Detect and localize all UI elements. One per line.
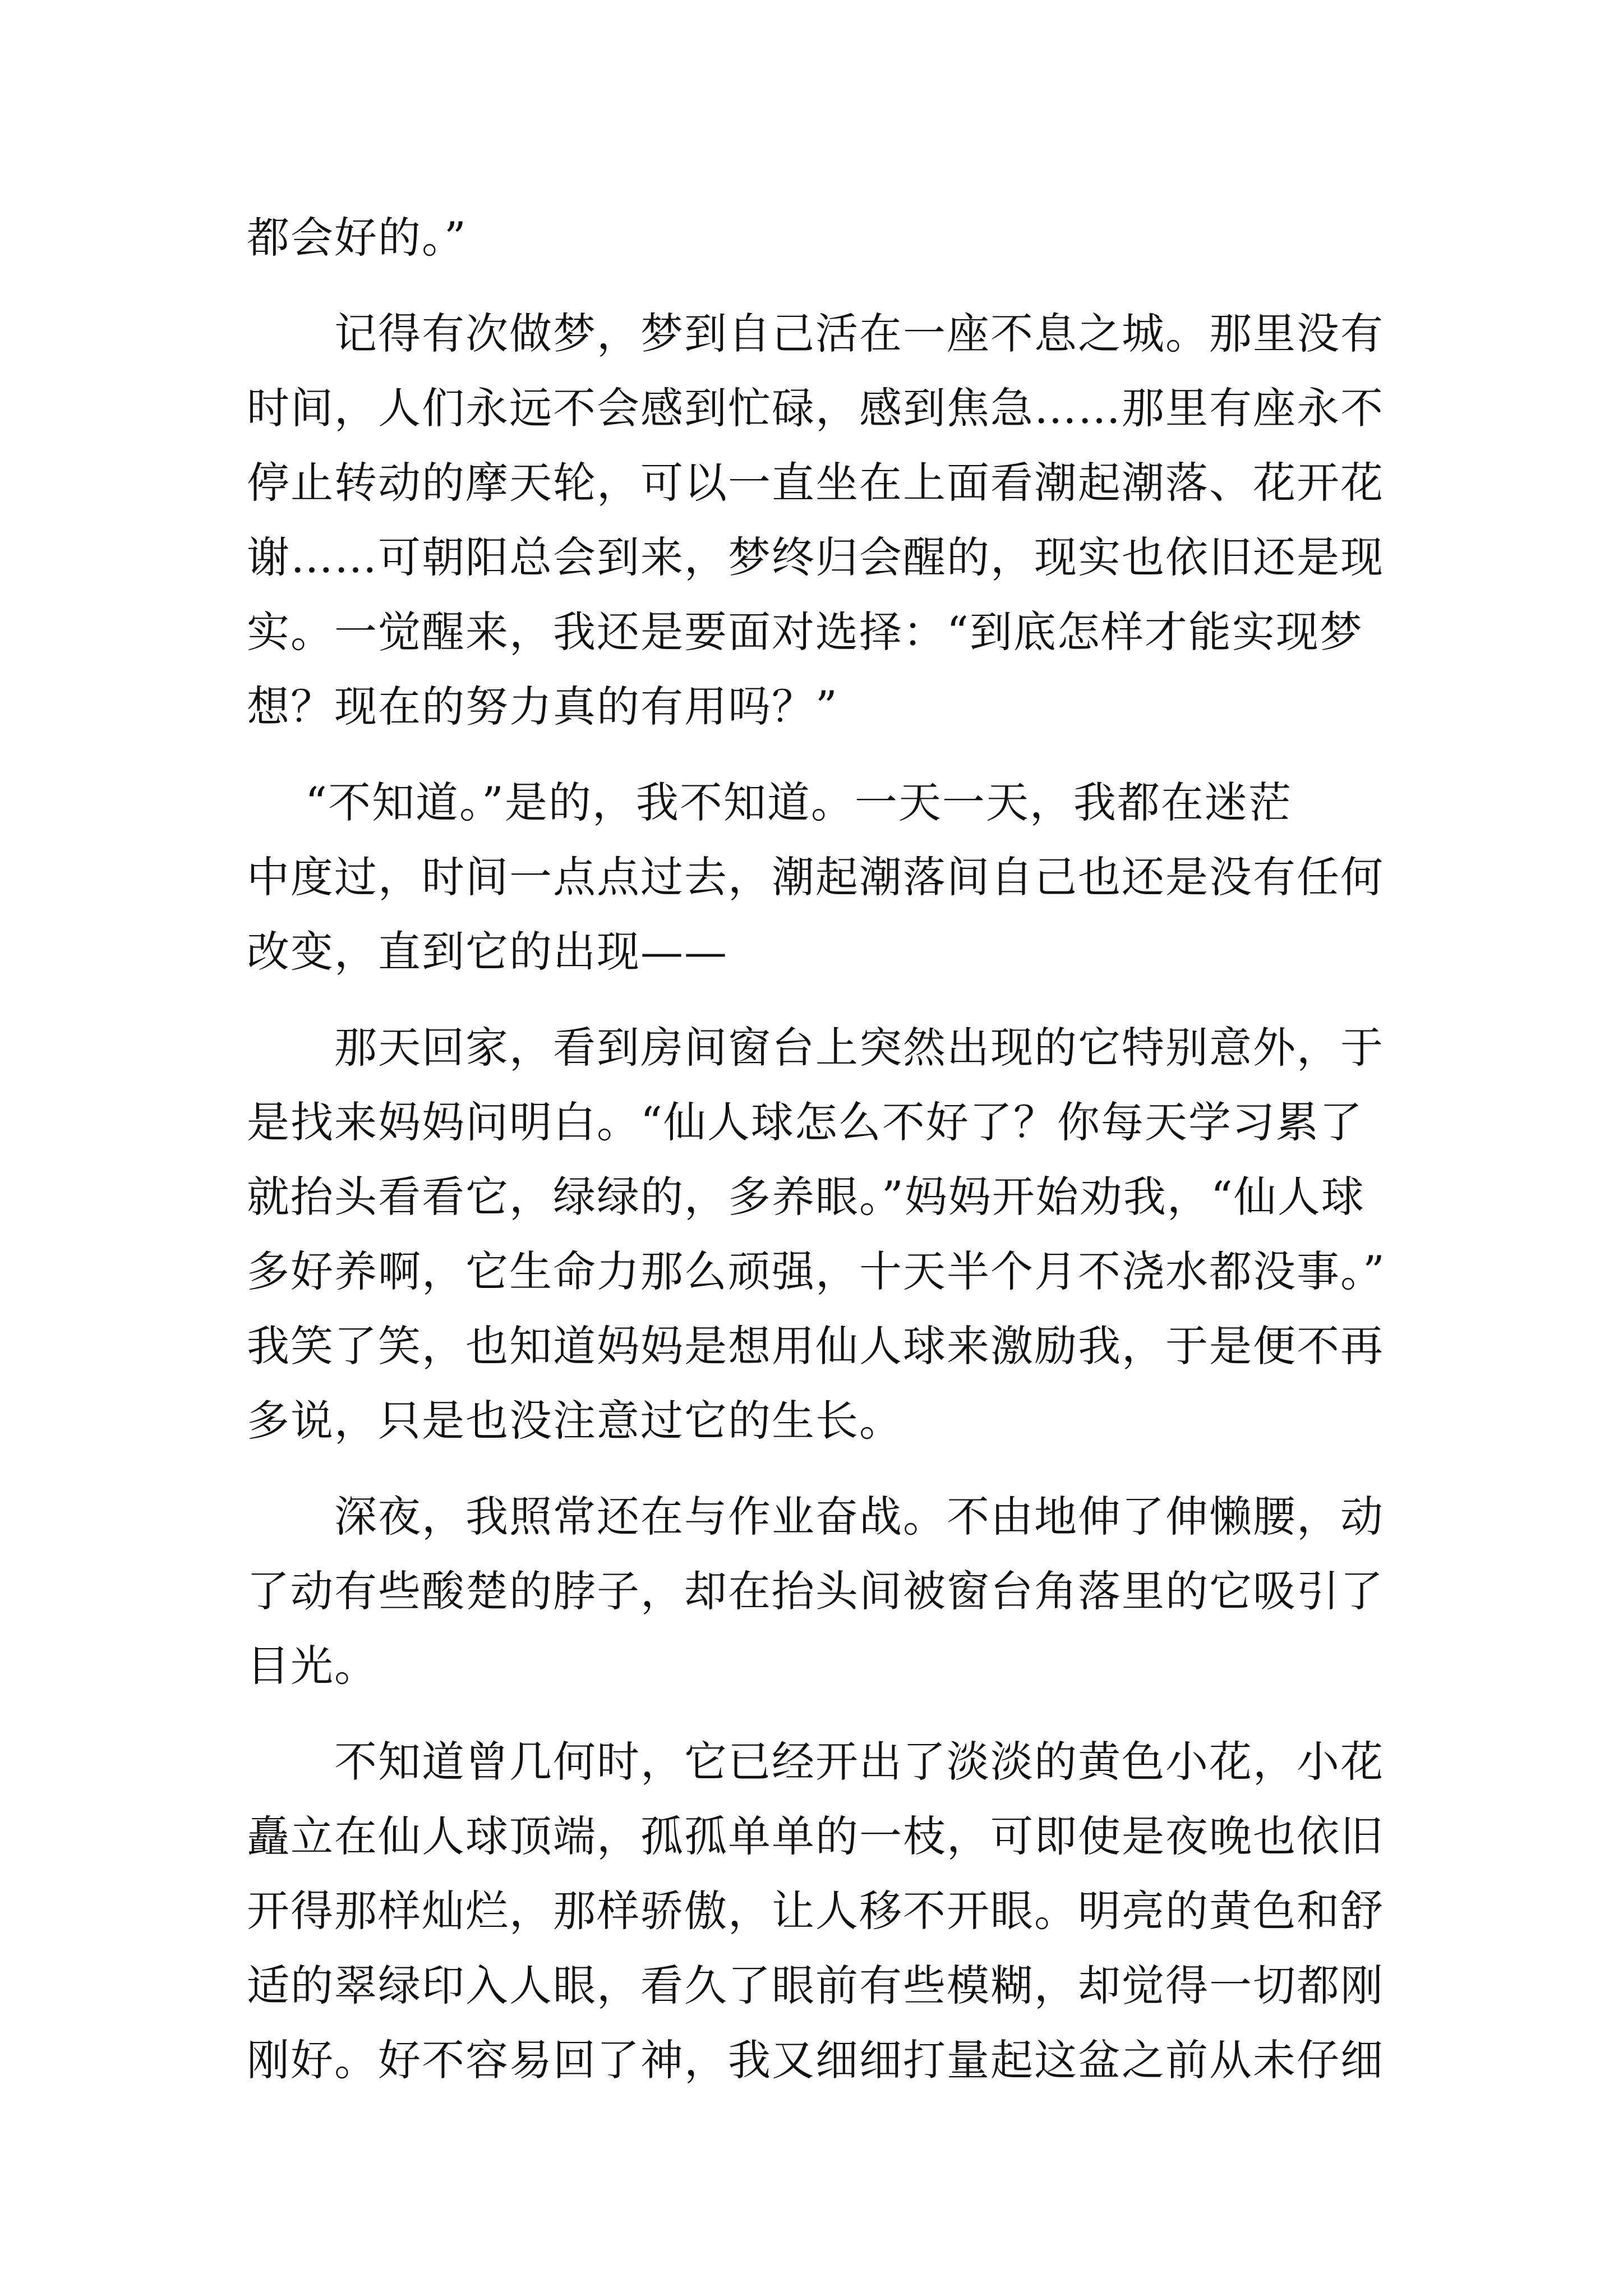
text-line: 深夜，我照常还在与作业奋战。不由地伸了伸懒腰，动 xyxy=(247,1492,1384,1542)
text-line: 目光。 xyxy=(247,1641,378,1691)
document-body xyxy=(247,200,1391,2097)
text-line: 时间，人们永远不会感到忙碌，感到焦急……那里有座永不 xyxy=(247,383,1384,433)
paragraph-gap xyxy=(247,1703,1391,1724)
text-line: 适的翠绿印入人眼，看久了眼前有些模糊，却觉得一切都刚 xyxy=(247,1961,1384,2010)
paragraph-gap xyxy=(247,1458,1391,1479)
text-line: 谢……可朝阳总会到来，梦终归会醒的，现实也依旧还是现 xyxy=(247,532,1384,582)
text-line: 多说，只是也没注意过它的生长。 xyxy=(247,1396,903,1446)
text-line: 想？现在的努力真的有用吗？” xyxy=(247,682,838,731)
text-line: 中度过，时间一点点过去，潮起潮落间自己也还是没有任何 xyxy=(247,852,1384,902)
paragraph-gap xyxy=(247,989,1391,1010)
text-line: 我笑了笑，也知道妈妈是想用仙人球来激励我，于是便不再 xyxy=(247,1321,1384,1371)
text-line: 停止转动的摩天轮，可以一直坐在上面看潮起潮落、花开花 xyxy=(247,458,1384,508)
text-line: 刚好。好不容易回了神，我又细细打量起这盆之前从未仔细 xyxy=(247,2035,1384,2085)
paragraph-gap xyxy=(247,744,1391,765)
text-line: 多好养啊，它生命力那么顽强，十天半个月不浇水都没事。” xyxy=(247,1246,1386,1296)
text-line: 记得有次做梦，梦到自己活在一座不息之城。那里没有 xyxy=(247,309,1384,358)
text-line: 矗立在仙人球顶端，孤孤单单的一枝，可即使是夜晚也依旧 xyxy=(247,1811,1384,1861)
paragraph-gap xyxy=(247,275,1391,296)
text-line: 开得那样灿烂，那样骄傲，让人移不开眼。明亮的黄色和舒 xyxy=(247,1886,1384,1936)
text-line: “不知道。”是的，我不知道。一天一天，我都在迷茫 xyxy=(247,777,1292,827)
text-line: 改变，直到它的出现—— xyxy=(247,927,728,977)
text-line: 实。一觉醒来，我还是要面对选择：“到底怎样才能实现梦 xyxy=(247,607,1363,657)
text-line: 那天回家，看到房间窗台上突然出现的它特别意外，于 xyxy=(247,1023,1384,1073)
text-line: 是找来妈妈问明白。“仙人球怎么不好了？你每天学习累了 xyxy=(247,1097,1363,1147)
text-line: 了动有些酸楚的脖子，却在抬头间被窗台角落里的它吸引了 xyxy=(247,1566,1384,1616)
text-line: 就抬头看看它，绿绿的，多养眼。”妈妈开始劝我，“仙人球 xyxy=(247,1172,1365,1222)
text-line: 都会好的。” xyxy=(247,213,467,263)
text-line: 不知道曾几何时，它已经开出了淡淡的黄色小花，小花 xyxy=(247,1737,1384,1787)
